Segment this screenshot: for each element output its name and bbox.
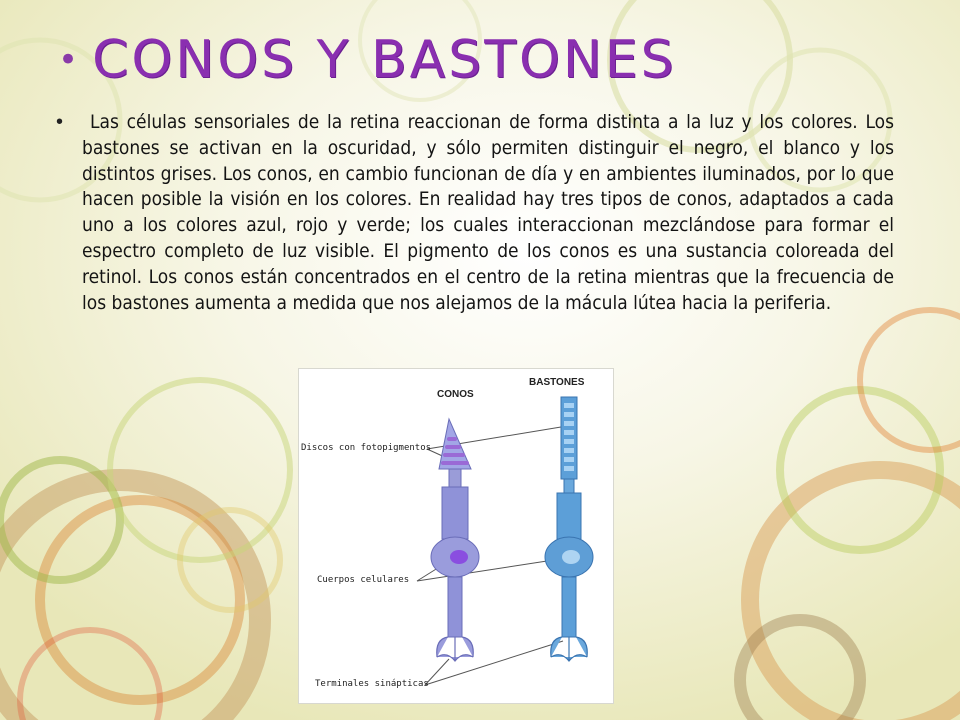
slide-title: CONOS Y BASTONES: [92, 30, 677, 90]
cone-synaptic-terminal: [437, 637, 474, 661]
paragraph-bullet: •: [56, 111, 64, 133]
body-text-row: [56, 110, 896, 316]
rod-nucleus: [562, 550, 580, 564]
rods-heading: BASTONES: [529, 377, 585, 388]
body-paragraph: Las células sensoriales de la retina reaccionan de forma distinta a la luz y los colores. Los bastones se activan en la oscuridad, y sólo permiten distinguir el negro, el blanco y los distintos grises. Los conos, en cambio funcionan de día y en ambientes iluminados, por lo que hacen posible la visión en los colores. En realidad hay tres tipos de conos, adaptados a cada uno a los colores azul, rojo y verde; los cuales interaccionan mezclándose para formar el espectro completo de luz visible. El pigmento de los conos es una sustancia coloreada del retinol. Los conos están concentrados en el centro de la retina mientras que la frecuencia de los bastones aumenta a medida que nos alejamos de la mácula lútea hacia la periferia.: [82, 111, 894, 314]
diagram-drawing: [299, 369, 613, 703]
cones-rods-diagram: [298, 368, 614, 704]
title-bullet: •: [58, 40, 79, 80]
rod-synaptic-terminal: [551, 637, 588, 661]
rod-cell: [545, 397, 593, 661]
rod-connector: [564, 479, 574, 493]
cone-connector: [449, 469, 461, 487]
cone-nucleus: [450, 550, 468, 564]
label-discs: Discos con fotopigmentos: [301, 443, 432, 453]
rod-inner-segment: [557, 493, 581, 539]
cones-heading: CONOS: [437, 389, 474, 400]
cone-axon: [448, 577, 462, 637]
label-bodies: Cuerpos celulares: [317, 575, 410, 585]
cone-cell: [431, 419, 479, 661]
cone-inner-segment: [442, 487, 468, 539]
label-terminals: Terminales sinápticas: [315, 679, 429, 689]
title-row: [58, 20, 918, 100]
rod-axon: [562, 577, 576, 637]
